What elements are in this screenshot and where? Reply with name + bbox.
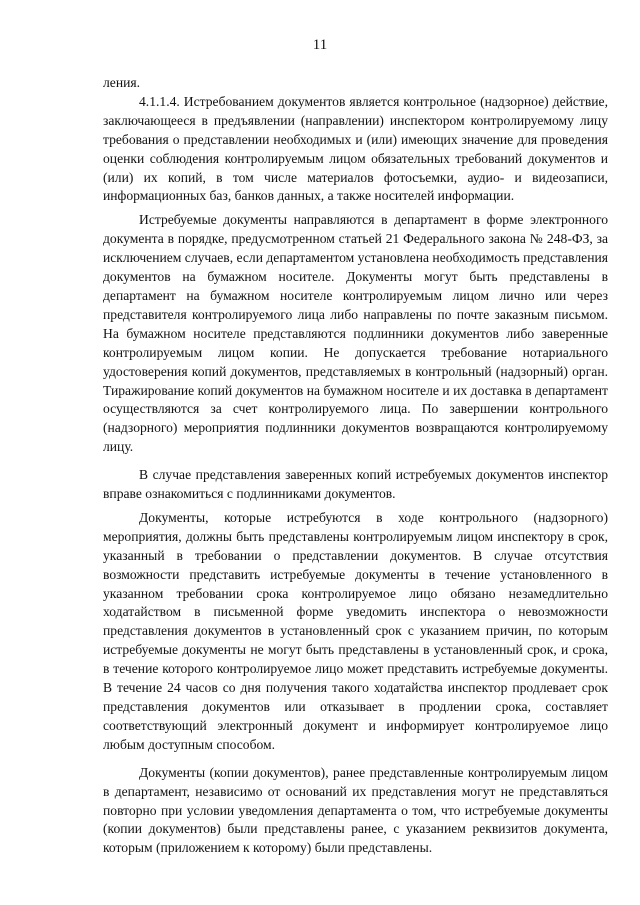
paragraph-deadline: Документы, которые истребуются в ходе контрольного (надзорного) мероприятия, должны быть представлены контролируемым лицом инспектору в срок, указанный в требовании о представлении документов. В случае отсутствия возможности представить истребуемые документы в течение установленного в указанном требовании срока контролируемое лицо обязано незамедлительно ходатайством в письменной форме уведомить инспектора о невозможности представления документов в установленный срок с указанием причин, по которым истребуемые документы не могут быть представлены в установленный срок, и срока, в течение которого контролируемое лицо может представить истребуемые документы. В течение 24 часов со дня получения такого ходатайства инспектор продлевает срок представления документов или отказывает в продлении срока, составляет соответствующий электронный документ и информирует контролируемое лицо любым доступным способом. [103,509,608,752]
paragraph-previously-submitted: Документы (копии документов), ранее представленные контролируемым лицом в департамент, независимо от оснований их представления могут не представляться повторно при условии уведомления департамента о том, что истребуемые документы (копии документов) были представлены ранее, с указанием реквизитов документа, которым (приложением к которому) были представлены. [103,764,608,856]
paragraph-continuation: ления. [103,75,141,90]
document-body [103,74,608,858]
paragraph-4-1-1-4: 4.1.1.4. Истребованием документов является контрольное (надзорное) действие, заключающееся в предъявлении (направлении) инспектором контролируемому лицу требования о представлении необходимых и (или) имеющих значение для проведения оценки соблюдения контролируемым лицом обязательных требований документов и (или) их копий, в том числе материалов фотосъемки, аудио- и видеозаписи, информационных баз, банков данных, а также носителей информации. [103,93,608,204]
paragraph-electronic-submission: Истребуемые документы направляются в департамент в форме электронного документа в порядке, предусмотренном статьей 21 Федерального закона № 248-ФЗ, за исключением случаев, если департаментом установлена необходимость представления документов на бумажном носителе. Документы могут быть представлены в департамент на бумажном носителе контролируемым лицом лично или через представителя контролируемого лица либо направлены по почте заказным письмом. На бумажном носителе представляются подлинники документов либо заверенные контролируемым лицом копии. Не допускается требование нотариального удостоверения копий документов, представляемых в контрольный (надзорный) орган. Тиражирование копий документов на бумажном носителе и их доставка в департамент осуществляются за счет контролируемого лица. По завершении контрольного (надзорного) мероприятия подлинники документов возвращаются контролируемому лицу. [103,212,608,455]
paragraph-certified-copies: В случае представления заверенных копий истребуемых документов инспектор вправе ознакомиться с подлинниками документов. [103,467,608,502]
page-number: 11 [312,37,328,53]
